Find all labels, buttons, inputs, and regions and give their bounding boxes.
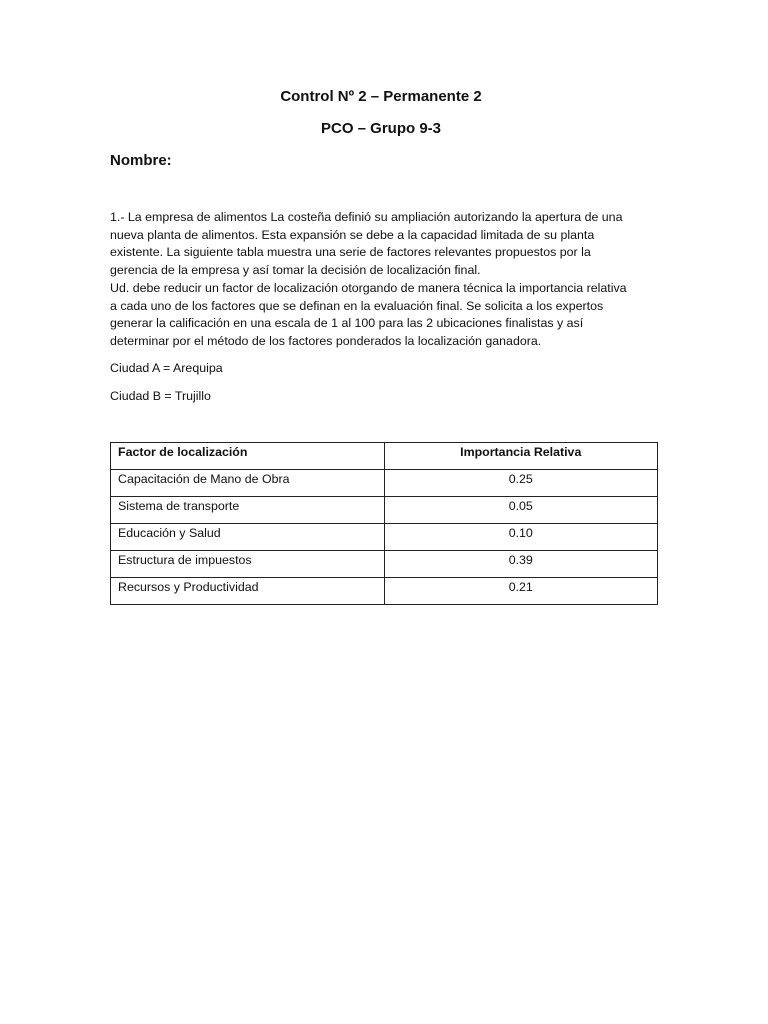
document-subtitle: PCO – Grupo 9-3	[320, 120, 442, 137]
table-header-row	[111, 443, 658, 470]
table-row	[111, 497, 658, 524]
paragraph-line: existente. La siguiente tabla muestra una serie de factores relevantes propuestos por la	[110, 245, 591, 260]
table-row	[111, 578, 658, 605]
importance-cell: 0.39	[384, 551, 658, 578]
importance-cell: 0.05	[384, 497, 658, 524]
city-a-text: Ciudad A = Arequipa	[110, 361, 223, 375]
factor-cell: Recursos y Productividad	[111, 578, 385, 605]
factors-table	[110, 442, 658, 605]
table-row	[111, 470, 658, 497]
factor-cell: Educación y Salud	[111, 524, 385, 551]
document-title: Control Nº 2 – Permanente 2	[280, 88, 482, 105]
paragraph-line: 1.- La empresa de alimentos La costeña definió su ampliación autorizando la apertura de una	[110, 210, 623, 224]
factor-cell: Capacitación de Mano de Obra	[111, 470, 385, 497]
paragraph-line: a cada uno de los factores que se definan en la evaluación final. Se solicita a los expertos	[110, 298, 604, 313]
column-header-importance: Importancia Relativa	[384, 443, 658, 470]
city-b-text: Ciudad B = Trujillo	[110, 389, 211, 403]
importance-cell: 0.21	[384, 578, 658, 605]
column-header-factor: Factor de localización	[111, 443, 385, 470]
name-label: Nombre:	[110, 152, 172, 169]
paragraph-line: determinar por el método de los factores ponderados la localización ganadora.	[110, 333, 542, 348]
problem-statement	[110, 209, 662, 351]
paragraph-line: generar la calificación en una escala de 1 al 100 para las 2 ubicaciones finalistas y así	[110, 316, 584, 331]
importance-cell: 0.10	[384, 524, 658, 551]
paragraph-line: Ud. debe reducir un factor de localización otorgando de manera técnica la importancia relativa	[110, 280, 627, 295]
importance-cell: 0.25	[384, 470, 658, 497]
table-row	[111, 524, 658, 551]
paragraph-line: gerencia de la empresa y así tomar la decisión de localización final.	[110, 263, 481, 278]
factor-cell: Sistema de transporte	[111, 497, 385, 524]
table-row	[111, 551, 658, 578]
paragraph-line: nueva planta de alimentos. Esta expansión se debe a la capacidad limitada de su planta	[110, 227, 595, 242]
factor-cell: Estructura de impuestos	[111, 551, 385, 578]
